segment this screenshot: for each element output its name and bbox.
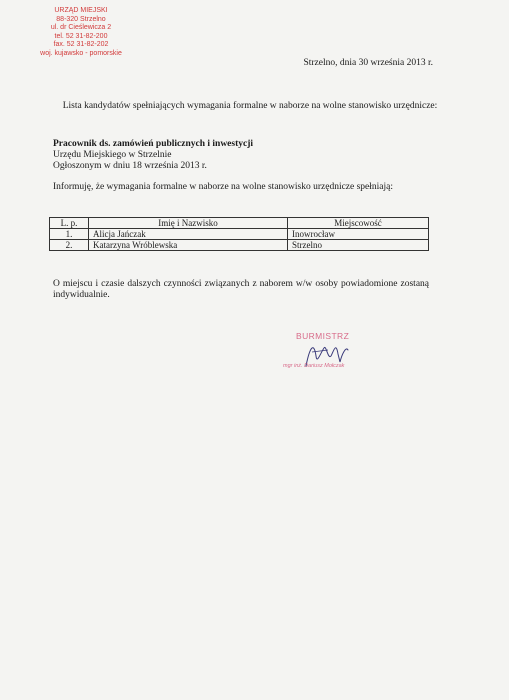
stamp-line: ul. dr Cieślewicza 2 [50,24,112,32]
inform-text: Informuję, że wymagania formalne w naborze na wolne stanowisko urzędnicze spełniają: [53,182,394,192]
handwritten-signature [298,336,358,376]
announcement-date: Ogłoszonym w dniu 18 września 2013 r. [53,161,207,171]
stamp-line: URZĄD MIEJSKI [54,7,108,14]
document-heading: Lista kandydatów spełniających wymagania formalne w naborze na wolne stanowisko urzędnicze: [62,101,438,111]
cell-town: Strzelno [288,240,429,251]
position-title: Pracownik ds. zamówień publicznych i inwestycji [53,139,254,149]
cell-name: Alicja Jańczak [89,229,288,240]
table-header-row [50,218,429,229]
header-name: Imię i Nazwisko [89,218,288,229]
office-stamp [22,7,140,59]
cell-town: Inowrocław [288,229,429,240]
cell-lp: 1. [50,229,89,240]
document-date: Strzelno, dnia 30 września 2013 r. [303,58,433,68]
mayor-stamp-title: BURMISTRZ [296,331,350,341]
mayor-stamp-name: mgr inż. Dariusz Mołczak [283,363,345,369]
stamp-line: tel. 52 31-82-200 [54,32,108,40]
header-lp: L. p. [50,218,89,229]
stamp-line: fax. 52 31-82-202 [53,41,109,49]
cell-lp: 2. [50,240,89,251]
candidates-table [49,217,429,251]
header-town: Miejscowość [288,218,429,229]
stamp-line: 88-320 Strzelno [56,15,106,23]
cell-name: Katarzyna Wróblewska [89,240,288,251]
stamp-line: woj. kujawsko - pomorskie [40,49,122,57]
table-row [50,240,429,251]
table-row [50,229,429,240]
office-name: Urzędu Miejskiego w Strzelnie [53,150,172,160]
closing-text: O miejscu i czasie dalszych czynności związanych z naborem w/w osoby powiadomione zostaną indywidualnie. [53,279,429,300]
